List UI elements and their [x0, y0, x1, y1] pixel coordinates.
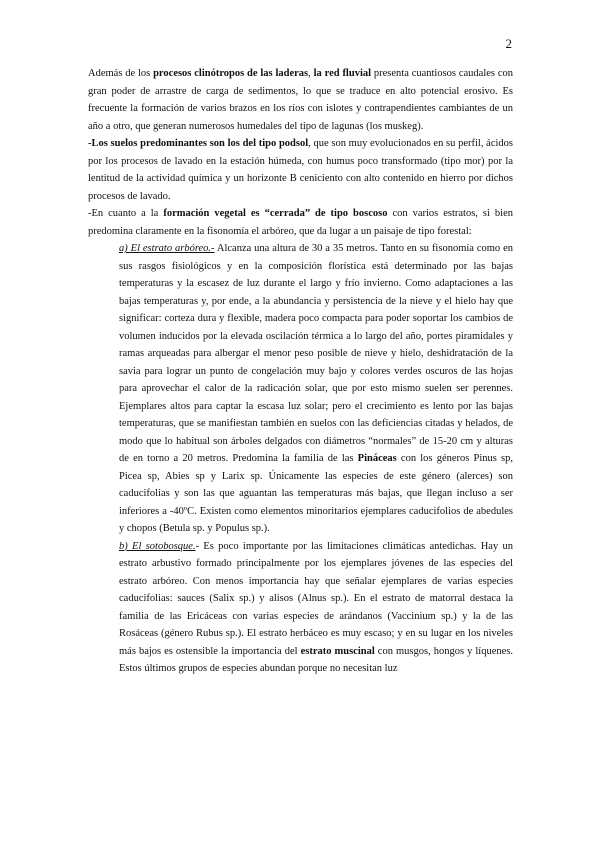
bold-text: Pináceas [357, 453, 397, 464]
body-text: , que son muy evolucionados en su perfil, ácidos por los procesos de lavado en la estación húmeda, con humus poco transformado (tipo mor) por la lentitud de la actividad química y un horizonte B ceniciento con alto contenido en hierro por dichos procesos de lavado. [88, 138, 514, 202]
body-text: -En cuanto a la [88, 208, 164, 219]
document-body [88, 65, 513, 678]
body-text: - Es poco importante por las limitaciones climáticas antedichas. Hay un estrato arbustivo formado principalmente por los ejemplares jóvenes de las especies del estrato arbóreo. Con menos importancia hay que señalar ejemplares de varias especies caducifolias: sauces (Salix sp.) y alisos (Alnus sp.). En el estrato de matorral destaca la familia de las Ericáceas con varias especies de arándanos (Vaccinium sp.) y la de las Rosáceas (género Rubus sp.). El estrato herbáceo es muy escaso; y en su lugar en los niveles más bajos es ostensible la importancia del [119, 540, 514, 657]
body-text: , [308, 68, 314, 79]
body-text: con musgos, hongos y líquenes. Estos últimos grupos de especies abundan porque no necesitan luz [119, 645, 513, 674]
bold-text: la red fluvial [313, 68, 372, 79]
paragraph-p1 [88, 65, 513, 135]
body-text: Alcanza una altura de 30 a 35 metros. Tanto en su fisonomía como en sus rasgos fisiológicos y en la composición florística está determinado por las bajas temperaturas y la escasez de luz durante el largo y frío invierno. Como adaptaciones a las bajas temperaturas y, por ende, a la abundancia y persistencia de la nieve y el hielo hay que significar: corteza dura y flexible, madera poco compacta para poder soportar los cambios de volumen inducidos por la elevada oscilación térmica a lo largo del año, portes piramidales y ramas arqueadas para albergar el menor peso posible de nieve y hielo, deshidratación de la savia para lograr un punto de congelación muy bajo y colores verdes oscuros de las hojas para aprovechar el calor de la radicación solar, que por esto mismo suelen ser perennes. Ejemplares altos para captar la escasa luz solar; pero el crecimiento es lento por las bajas temperaturas, que se manifiestan también en suelos con las deficiencias citadas y helados, de modo que lo habitual son árboles delgados con diámetros “normales” de 15-20 cm y alturas de en torno a 20 metros. Predomina la familia de las [119, 243, 513, 464]
paragraph-p2 [88, 135, 513, 205]
bold-text: procesos clinótropos de las laderas [153, 68, 309, 79]
section-subheading: a) El estrato arbóreo.- [119, 243, 215, 254]
body-text: Además de los [88, 68, 154, 79]
bold-text: estrato muscinal [300, 645, 375, 657]
bold-text: -Los suelos predominantes son los del tipo podsol [88, 138, 309, 149]
body-text: con los géneros Pinus sp, Picea sp, Abies sp y Larix sp. Únicamente las especies de este género (alerces) son caducifolias y son las que aguantan las temperaturas más bajas, que llegan incluso a ser inferiores a -40ºC. Existen como elementos minoritarios ejemplares caducifolios de abedules y chopos (Betula sp. y Populus sp.). [119, 453, 514, 534]
page-number: 2 [505, 36, 512, 51]
paragraph-p5 [88, 538, 513, 678]
section-subheading: b) El sotobosque. [119, 540, 196, 552]
body-text: presenta cuantiosos caudales con gran poder de arrastre de carga de sedimentos, lo que se traduce en alto potencial erosivo. Es frecuente la formación de varios brazos en los ríos con islotes y contrapendientes cambiantes de un año a otro, que generan numerosos humedales del tipo de lagunas (los muskeg). [88, 68, 513, 132]
paragraph-p4 [88, 240, 513, 538]
body-text: con varios estratos, si bien predomina claramente en la fisonomía el arbóreo, que da lugar a un paisaje de tipo forestal: [88, 208, 513, 237]
paragraph-p3 [88, 205, 513, 240]
bold-text: formación vegetal es “cerrada” de tipo boscoso [163, 208, 388, 219]
